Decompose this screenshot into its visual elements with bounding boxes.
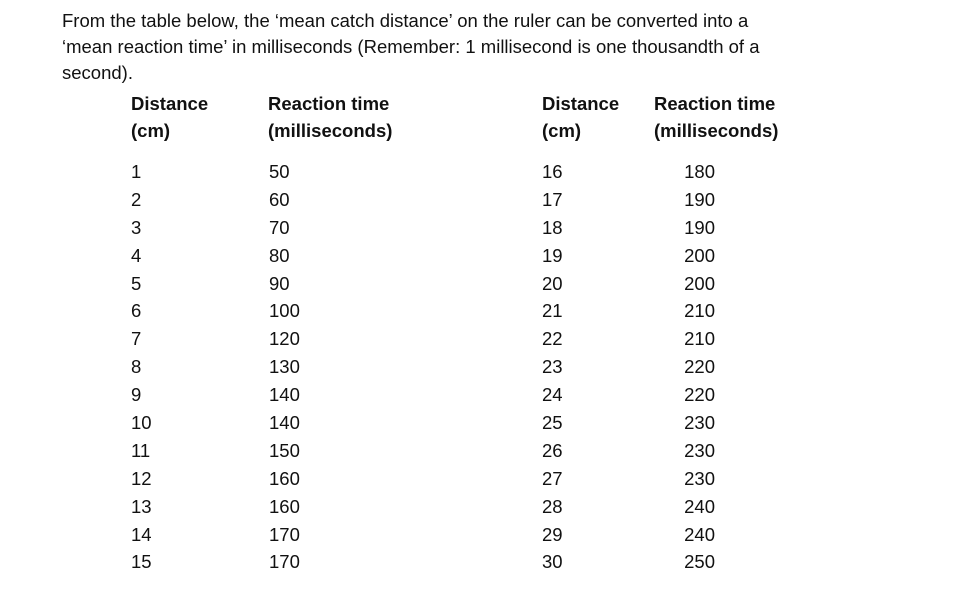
header-label: Distance [131, 93, 209, 114]
distance-cell: 3 [131, 216, 142, 238]
distance-cell: 5 [131, 272, 142, 294]
header-reaction-right [654, 90, 778, 144]
reaction-cell: 130 [269, 356, 300, 378]
distance-cell: 1 [131, 161, 142, 182]
intro-line-2: ‘mean reaction time’ in milliseconds (Remember: 1 millisecond is one thousandth of a [62, 36, 760, 57]
reaction-cell: 140 [269, 384, 300, 406]
distance-cell: 9 [131, 384, 142, 406]
distance-cell: 4 [131, 244, 142, 266]
header-label: Distance [542, 93, 620, 114]
reaction-cell: 200 [684, 244, 715, 266]
reaction-cell: 230 [684, 439, 715, 461]
distance-column-right [542, 158, 602, 576]
distance-cell: 12 [131, 467, 152, 489]
reaction-cell: 180 [684, 161, 715, 182]
distance-cell: 27 [542, 467, 563, 489]
intro-line-3: second). [62, 62, 133, 83]
distance-cell: 20 [542, 272, 563, 294]
reaction-cell: 160 [269, 495, 300, 517]
distance-cell: 2 [131, 188, 142, 210]
reaction-cell: 50 [269, 161, 290, 182]
reaction-cell: 90 [269, 272, 290, 294]
distance-cell: 15 [131, 551, 152, 573]
reaction-cell: 70 [269, 216, 290, 238]
header-unit: (cm) [131, 120, 171, 141]
header-distance-left [131, 90, 208, 144]
reaction-cell: 240 [684, 523, 715, 545]
reaction-cell: 170 [269, 523, 300, 545]
distance-column-left [131, 158, 191, 576]
header-unit: (milliseconds) [654, 120, 779, 141]
distance-cell: 29 [542, 523, 563, 545]
distance-cell: 26 [542, 439, 563, 461]
header-label: Reaction time [268, 93, 390, 114]
reaction-cell: 170 [269, 551, 300, 573]
header-unit: (cm) [542, 120, 582, 141]
intro-paragraph [62, 8, 942, 86]
reaction-cell: 190 [684, 216, 715, 238]
distance-cell: 22 [542, 328, 563, 350]
reaction-cell: 250 [684, 551, 715, 573]
distance-cell: 24 [542, 384, 563, 406]
reaction-cell: 200 [684, 272, 715, 294]
distance-cell: 19 [542, 244, 563, 266]
reaction-cell: 230 [684, 412, 715, 434]
header-label: Reaction time [654, 93, 776, 114]
reaction-cell: 220 [684, 356, 715, 378]
reaction-cell: 140 [269, 412, 300, 434]
reaction-cell: 60 [269, 188, 290, 210]
distance-cell: 6 [131, 300, 142, 322]
reaction-cell: 230 [684, 467, 715, 489]
reaction-cell: 120 [269, 328, 300, 350]
distance-cell: 28 [542, 495, 563, 517]
distance-cell: 16 [542, 161, 563, 182]
reaction-cell: 150 [269, 439, 300, 461]
distance-cell: 10 [131, 412, 152, 434]
distance-cell: 17 [542, 188, 563, 210]
reaction-column-right [660, 158, 715, 576]
reaction-cell: 210 [684, 300, 715, 322]
reaction-cell: 80 [269, 244, 290, 266]
distance-cell: 18 [542, 216, 563, 238]
reaction-cell: 240 [684, 495, 715, 517]
header-reaction-left [268, 90, 392, 144]
intro-line-1: From the table below, the ‘mean catch distance’ on the ruler can be converted into a [62, 10, 749, 31]
header-unit: (milliseconds) [268, 120, 393, 141]
distance-cell: 8 [131, 356, 142, 378]
reaction-column-left [269, 158, 329, 576]
distance-cell: 14 [131, 523, 152, 545]
distance-cell: 30 [542, 551, 563, 573]
distance-cell: 21 [542, 300, 563, 322]
distance-cell: 11 [131, 439, 151, 461]
reaction-cell: 160 [269, 467, 300, 489]
distance-cell: 25 [542, 412, 563, 434]
reaction-cell: 190 [684, 188, 715, 210]
reaction-cell: 220 [684, 384, 715, 406]
header-distance-right [542, 90, 619, 144]
distance-cell: 13 [131, 495, 152, 517]
distance-cell: 23 [542, 356, 563, 378]
distance-cell: 7 [131, 328, 142, 350]
reaction-cell: 100 [269, 300, 300, 322]
reaction-cell: 210 [684, 328, 715, 350]
